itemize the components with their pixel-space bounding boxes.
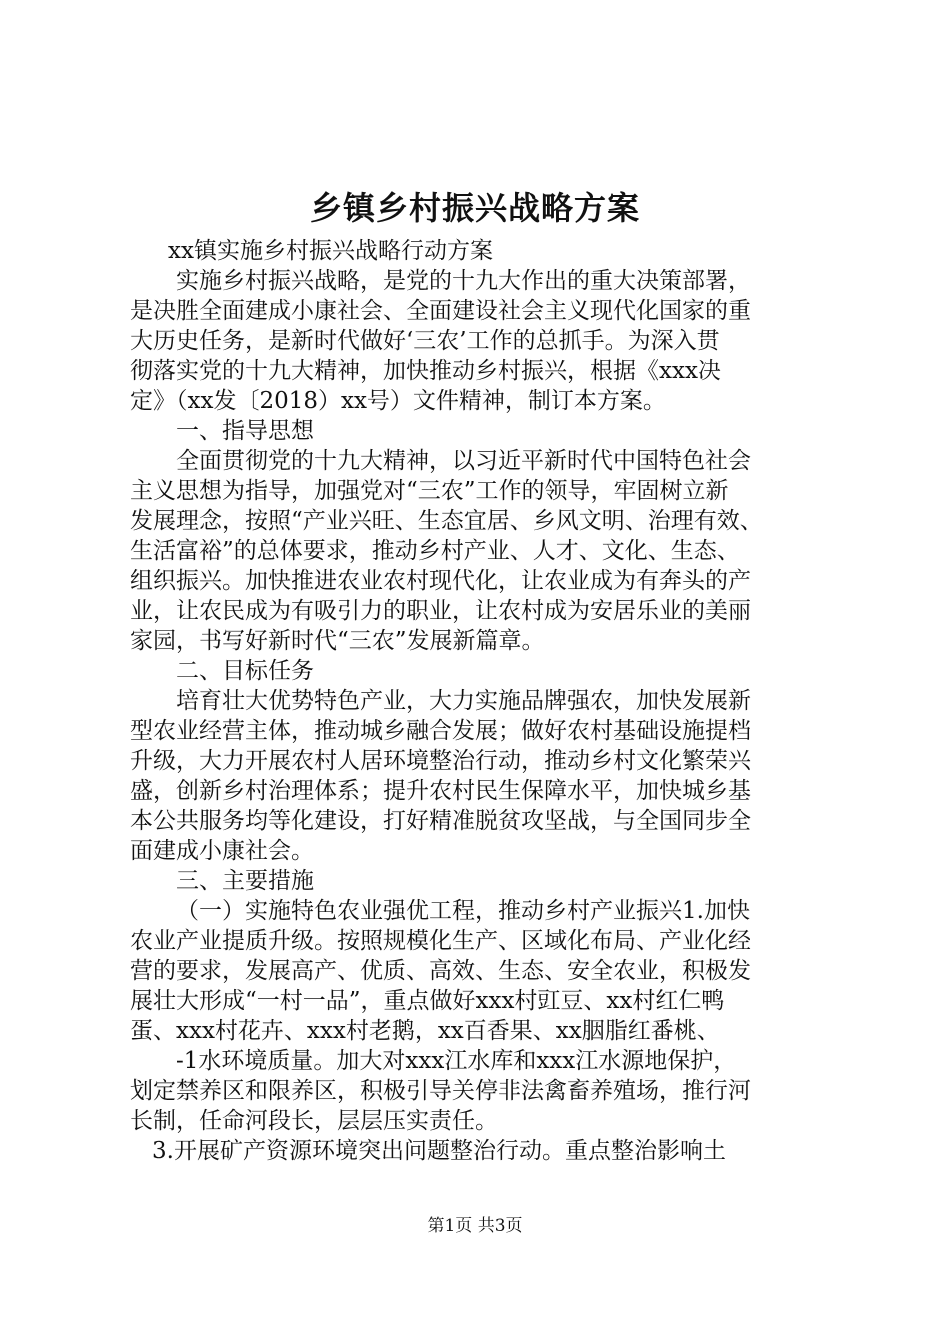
- body-line: 是决胜全面建成小康社会、全面建设社会主义现代化国家的重: [130, 298, 751, 324]
- body-line: -1水环境质量。加大对xxx江水库和xxx江水源地保护，: [176, 1048, 737, 1074]
- body-line: 三、主要措施: [176, 868, 314, 894]
- body-line: 3.开展矿产资源环境突出问题整治行动。重点整治影响土: [152, 1138, 726, 1164]
- body-line: 彻落实党的十九大精神，加快推动乡村振兴，根据《xxx决: [130, 358, 721, 384]
- body-line: 升级，大力开展农村人居环境整治行动，推动乡村文化繁荣兴: [130, 748, 751, 774]
- body-line: xx镇实施乡村振兴战略行动方案: [168, 238, 493, 264]
- body-line: 盛，创新乡村治理体系；提升农村民生保障水平，加快城乡基: [130, 778, 751, 804]
- body-line: 二、目标任务: [176, 658, 314, 684]
- body-line: 型农业经营主体，推动城乡融合发展；做好农村基础设施提档: [130, 718, 751, 744]
- body-line: 定》（xx发〔2018）xx号）文件精神，制订本方案。: [130, 388, 666, 414]
- body-line: 实施乡村振兴战略，是党的十九大作出的重大决策部署，: [176, 268, 751, 294]
- body-line: 面建成小康社会。: [130, 838, 314, 864]
- body-line: 展壮大形成“一村一品”，重点做好xxx村豇豆、xx村红仁鸭: [130, 988, 725, 1014]
- body-line: 主义思想为指导，加强党对“三农”工作的领导，牢固树立新: [130, 478, 729, 504]
- body-line: 本公共服务均等化建设，打好精准脱贫攻坚战，与全国同步全: [130, 808, 751, 834]
- body-line: 农业产业提质升级。按照规模化生产、区域化布局、产业化经: [130, 928, 751, 954]
- page-footer: 第1页 共3页: [427, 1216, 523, 1236]
- body-line: 大历史任务，是新时代做好‘三农’工作的总抓手。为深入贯: [130, 328, 720, 354]
- body-line: （一）实施特色农业强优工程，推动乡村产业振兴1.加快: [176, 898, 750, 924]
- body-line: 组织振兴。加快推进农业农村现代化，让农业成为有奔头的产: [130, 568, 751, 594]
- body-line: 家园，书写好新时代“三农”发展新篇章。: [130, 628, 545, 654]
- body-line: 生活富裕”的总体要求，推动乡村产业、人才、文化、生态、: [130, 538, 740, 564]
- body-line: 长制，任命河段长，层层压实责任。: [130, 1108, 498, 1134]
- body-line: 全面贯彻党的十九大精神，以习近平新时代中国特色社会: [176, 448, 751, 474]
- document-title: 乡镇乡村振兴战略方案: [309, 189, 640, 227]
- body-line: 业，让农民成为有吸引力的职业，让农村成为安居乐业的美丽: [130, 598, 751, 624]
- body-line: 蛋、xxx村花卉、xxx村老鹅，xx百香果、xx胭脂红番桃、: [130, 1018, 720, 1044]
- body-line: 营的要求，发展高产、优质、高效、生态、安全农业，积极发: [130, 958, 751, 984]
- body-line: 发展理念，按照“产业兴旺、生态宜居、乡风文明、治理有效、: [130, 508, 763, 534]
- body-line: 划定禁养区和限养区，积极引导关停非法禽畜养殖场，推行河: [130, 1078, 751, 1104]
- body-line: 培育壮大优势特色产业，大力实施品牌强农，加快发展新: [176, 688, 751, 714]
- body-line: 一、指导思想: [176, 418, 314, 444]
- document-body: [130, 236, 850, 1166]
